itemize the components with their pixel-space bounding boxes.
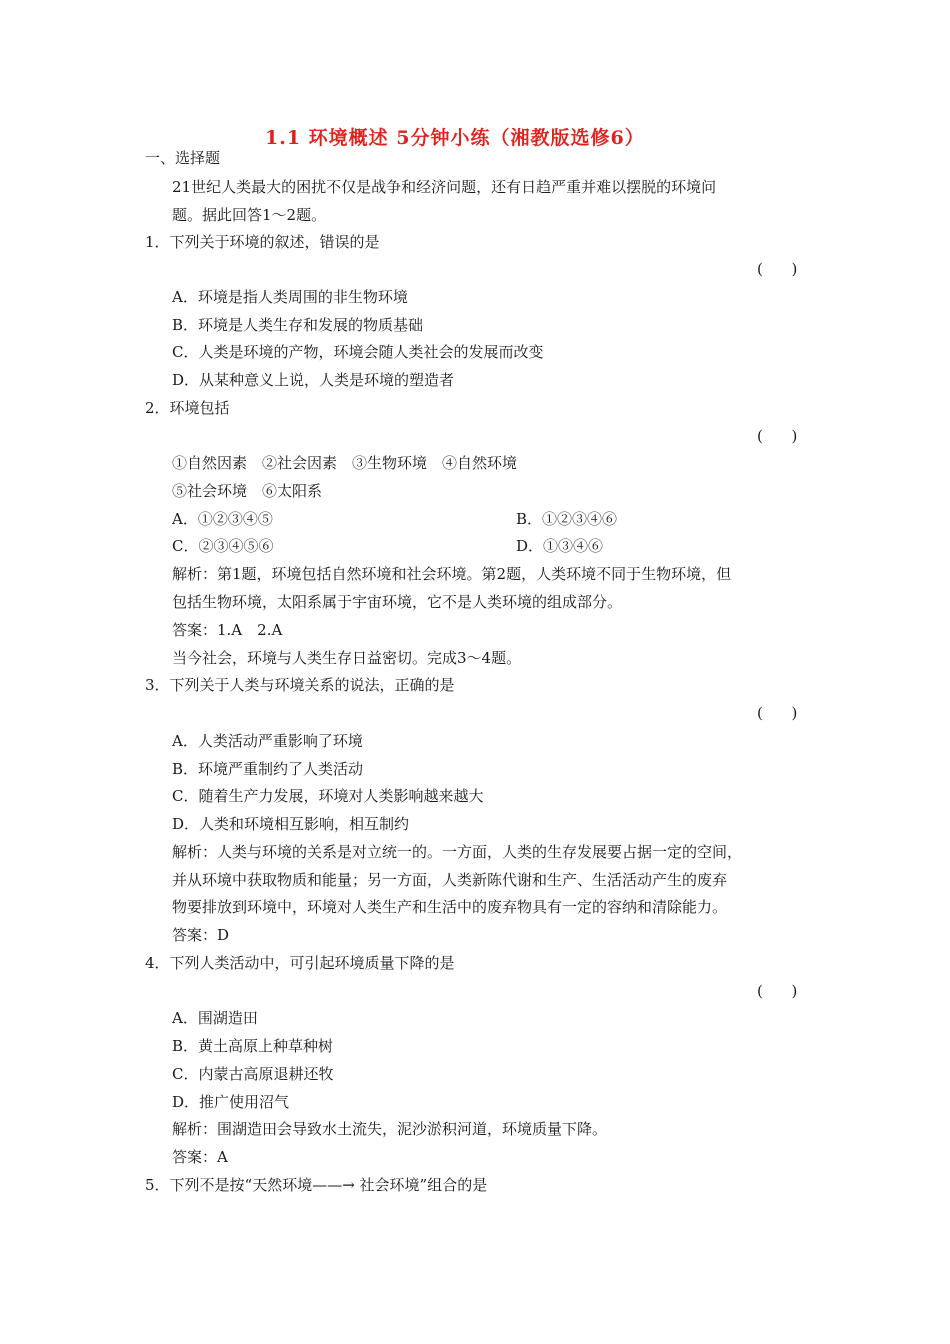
answer-text: 答案：A [172,1148,228,1166]
answer-parenthesis: ( ) [757,982,798,1000]
option-a: A．围湖造田 [172,1009,258,1027]
option-c: C．人类是环境的产物，环境会随人类社会的发展而改变 [172,343,544,361]
answer-text: 答案：1.A 2.A [172,621,283,639]
question-stem-3: 3．下列关于人类与环境关系的说法，正确的是 [145,676,455,694]
option-b: B．环境严重制约了人类活动 [172,760,364,778]
option-a: A．人类活动严重影响了环境 [172,732,363,750]
option-d: D．推广使用沼气 [172,1093,290,1111]
item-list: ⑤社会环境 ⑥太阳系 [172,482,323,500]
item-list: ①自然因素 ②社会因素 ③生物环境 ④自然环境 [172,454,518,472]
option-c: C．内蒙古高原退耕还牧 [172,1065,334,1083]
intro-text: 21世纪人类最大的困扰不仅是战争和经济问题，还有日趋严重并难以摆脱的环境问 [172,178,717,196]
answer-parenthesis: ( ) [757,260,798,278]
option-c: C．②③④⑤⑥ [172,537,274,555]
option-a: A．①②③④⑤ [172,510,273,528]
option-d: D．人类和环境相互影响，相互制约 [172,815,410,833]
option-a: A．环境是指人类周围的非生物环境 [172,288,408,306]
page-title: 1.1 环境概述 5分钟小练（湘教版选修6） [265,127,645,149]
analysis-text: 物要排放到环境中，环境对人类生产和生活中的废弃物具有一定的容纳和清除能力。 [172,898,728,916]
intro-text: 当今社会，环境与人类生存日益密切。完成3～4题。 [172,649,522,667]
analysis-text: 解析：围湖造田会导致水土流失，泥沙淤积河道，环境质量下降。 [172,1120,608,1138]
option-b: B．①②③④⑥ [516,510,618,528]
option-b: B．环境是人类生存和发展的物质基础 [172,316,424,334]
option-c: C．随着生产力发展，环境对人类影响越来越大 [172,787,484,805]
analysis-text: 并从环境中获取物质和能量；另一方面，人类新陈代谢和生产、生活活动产生的废弃 [172,871,728,889]
analysis-text: 解析：人类与环境的关系是对立统一的。一方面，人类的生存发展要占据一定的空间， [172,843,743,861]
answer-parenthesis: ( ) [757,704,798,722]
section-heading: 一、选择题 [145,149,221,167]
option-b: B．黄土高原上种草种树 [172,1037,334,1055]
intro-text: 题。据此回答1～2题。 [172,206,327,224]
option-d: D．①③④⑥ [516,537,604,555]
analysis-text: 解析：第1题，环境包括自然环境和社会环境。第2题，人类环境不同于生物环境，但 [172,565,732,583]
question-stem-5: 5．下列不是按“天然环境——→ 社会环境”组合的是 [145,1176,488,1194]
analysis-text: 包括生物环境，太阳系属于宇宙环境，它不是人类环境的组成部分。 [172,593,623,611]
answer-parenthesis: ( ) [757,427,798,445]
option-d: D．从某种意义上说，人类是环境的塑造者 [172,371,455,389]
question-stem-4: 4．下列人类活动中，可引起环境质量下降的是 [145,954,455,972]
question-stem-2: 2．环境包括 [145,399,230,417]
question-stem-1: 1．下列关于环境的叙述，错误的是 [145,233,380,251]
answer-text: 答案：D [172,926,230,944]
